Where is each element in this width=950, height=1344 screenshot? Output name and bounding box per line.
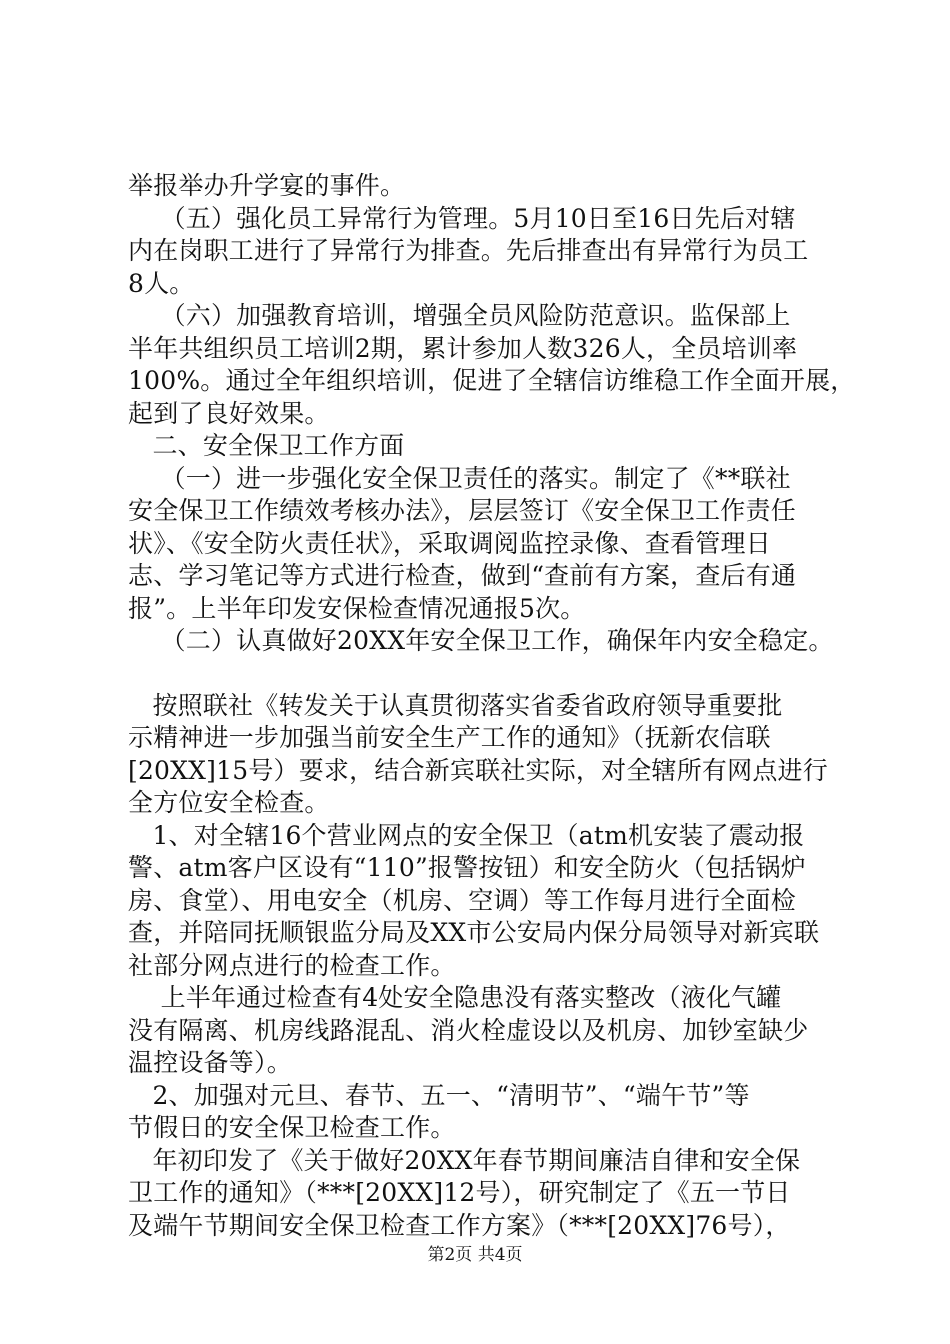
blank-line	[128, 658, 843, 690]
text-line: （二）认真做好20XX年安全保卫工作，确保年内安全稳定。	[128, 626, 834, 655]
text-line: 半年共组织员工培训2期，累计参加人数326人，全员培训率	[128, 333, 798, 363]
text-line: 2、加强对元旦、春节、五一、“清明节”、“端午节”等	[128, 1080, 750, 1110]
text-line: 状》、《安全防火责任状》，采取调阅监控录像、查看管理日	[128, 528, 771, 558]
text-line: 二、安全保卫工作方面	[128, 431, 405, 460]
text-line: 示精神进一步加强当前安全生产工作的通知》（抚新农信联	[128, 723, 771, 752]
text-line: （一）进一步强化安全保卫责任的落实。制定了《**联社	[128, 463, 791, 493]
text-line: 温控设备等）。	[128, 1048, 292, 1077]
text-line: [20XX]15号）要求，结合新宾联社实际，对全辖所有网点进行	[128, 755, 828, 785]
text-line: 没有隔离、机房线路混乱、消火栓虚设以及机房、加钞室缺少	[128, 1015, 809, 1045]
text-line: 安全保卫工作绩效考核办法》，层层签订《安全保卫工作责任	[128, 496, 796, 525]
text-line: 按照联社《转发关于认真贯彻落实省委省政府领导重要批	[128, 690, 783, 720]
text-line: 节假日的安全保卫检查工作。	[128, 1113, 456, 1142]
text-line: 100%。通过全年组织培训，促进了全辖信访维稳工作全面开展，	[128, 366, 856, 395]
text-line: 举报举办升学宴的事件。	[128, 171, 406, 200]
text-line: 及端午节期间安全保卫检查工作方案》（***[20XX]76号），	[128, 1210, 791, 1240]
text-line: 卫工作的通知》（***[20XX]12号），研究制定了《五一节日	[128, 1178, 791, 1207]
text-line: 警、atm客户区设有“110”报警按钮）和安全防火（包括锅炉	[128, 853, 806, 882]
text-line: 报”。上半年印发安保检查情况通报5次。	[128, 593, 586, 623]
text-line: 8人。	[128, 268, 195, 298]
text-line: 房、食堂）、用电安全（机房、空调）等工作每月进行全面检	[128, 885, 796, 915]
text-line: 查，并陪同抚顺银监分局及XX市公安局内保分局领导对新宾联	[128, 918, 820, 947]
text-line: 全方位安全检查。	[128, 788, 330, 817]
text-line: 1、对全辖16个营业网点的安全保卫（atm机安装了震动报	[128, 820, 805, 850]
text-line: （六）加强教育培训，增强全员风险防范意识。监保部上	[128, 301, 791, 330]
text-line: 内在岗职工进行了异常行为排查。先后排查出有异常行为员工	[128, 236, 809, 265]
document-body	[128, 170, 856, 1242]
text-line: 起到了良好效果。	[128, 398, 330, 428]
text-line: 上半年通过检查有4处安全隐患没有落实整改（液化气罐	[128, 983, 782, 1012]
text-line: 年初印发了《关于做好20XX年春节期间廉洁自律和安全保	[128, 1145, 801, 1175]
text-line: 志、学习笔记等方式进行检查，做到“查前有方案，查后有通	[128, 561, 797, 590]
page-footer: 第2页 共4页	[427, 1245, 523, 1265]
text-line: （五）强化员工异常行为管理。5月10日至16日先后对辖	[128, 203, 796, 233]
text-line: 社部分网点进行的检查工作。	[128, 950, 456, 980]
